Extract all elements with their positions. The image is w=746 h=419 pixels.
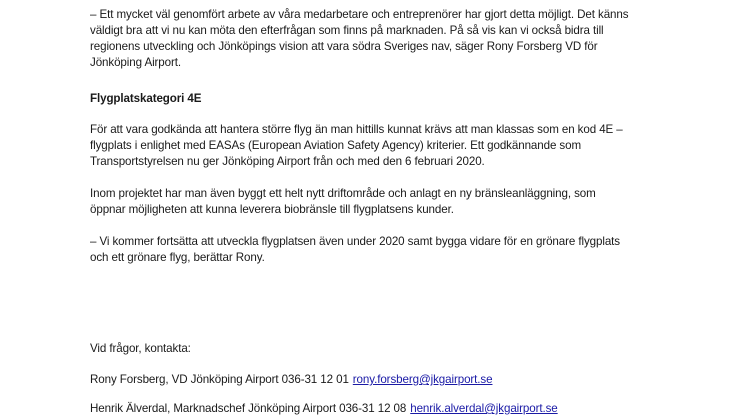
paragraph-fuel-line: Inom projektet har man även byggt ett helt nytt driftområde och anlagt en ny bränsleanläggning, som: [90, 187, 596, 200]
paragraph-category-line: flygplats i enlighet med EASAs (European Aviation Safety Agency) kriterier. Ett godkännande som: [90, 139, 582, 152]
paragraph-quote-1-line: – Ett mycket väl genomfört arbete av våra medarbetare och entreprenörer har gjort detta möjligt. Det känns: [90, 8, 629, 21]
contacts-intro: Vid frågor, kontakta:: [90, 342, 191, 355]
contact-row: [90, 401, 558, 417]
contact-name-phone: Henrik Älverdal, Marknadschef Jönköping Airport 036-31 12 08: [90, 402, 407, 415]
contact-row: [90, 372, 492, 388]
paragraph-category-line: För att vara godkända att hantera större flyg än man hittills kunnat krävs att man klassas som en kod 4E –: [90, 123, 623, 136]
paragraph-quote-1-line: regionens utveckling och Jönköpings vision att vara södra Sveriges nav, säger Rony Forsberg VD för: [90, 40, 598, 53]
paragraph-quote-1-line: Jönköping Airport.: [90, 56, 182, 69]
contact-email-link[interactable]: henrik.alverdal@jkgairport.se: [410, 402, 558, 415]
paragraph-quote-2-line: och ett grönare flyg, berättar Rony.: [90, 251, 265, 264]
paragraph-quote-1-line: väldigt bra att vi nu kan möta den efterfrågan som finns på marknaden. På så vis kan vi också bidra till: [90, 24, 604, 37]
paragraph-fuel-line: öppnar möjligheten att kunna leverera biobränsle till flygplatsens kunder.: [90, 203, 454, 216]
contact-email-link[interactable]: rony.forsberg@jkgairport.se: [352, 373, 493, 386]
section-heading: Flygplatskategori 4E: [90, 92, 202, 105]
paragraph-category-line: Transportstyrelsen nu ger Jönköping Airport från och med den 6 februari 2020.: [90, 155, 485, 168]
paragraph-quote-2-line: – Vi kommer fortsätta att utveckla flygplatsen även under 2020 samt bygga vidare för en grönare flygplats: [90, 235, 620, 248]
contact-name-phone: Rony Forsberg, VD Jönköping Airport 036-31 12 01: [90, 373, 349, 386]
